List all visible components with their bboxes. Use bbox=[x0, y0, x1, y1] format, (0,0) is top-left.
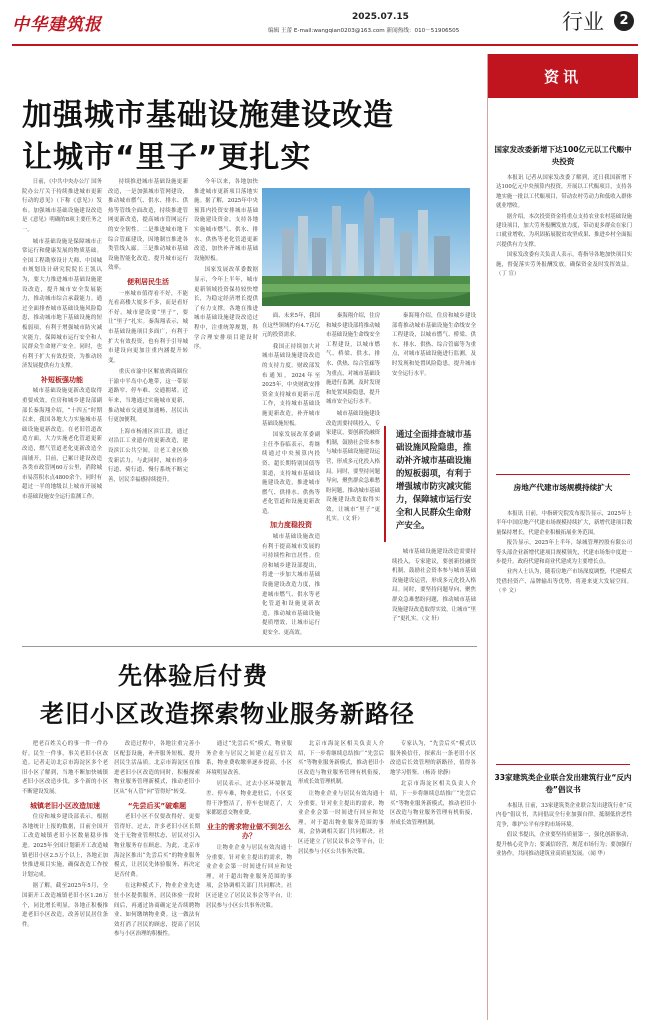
article2-column-5 bbox=[390, 740, 476, 1016]
skyline-illustration bbox=[262, 188, 470, 306]
issue-date: 2025.07.15 bbox=[352, 12, 409, 22]
paragraph: 今年以来，各地加快推进城市更新项目落地实施。据了解，2025年中央预算内投资安排城市基础设施建设资金，支持各地实施城市燃气、供水、排水、供热等老化管道更新改造，加快补齐城市基础设施短板。 bbox=[194, 179, 258, 262]
pull-quote-rule bbox=[384, 426, 386, 542]
paragraph: 居民表示，过去小区环境脏乱差、停车难，物业进驻后，小区变得干净整洁了，停车也规范了，大家都愿意交物业费。 bbox=[206, 781, 292, 817]
article2-column-3 bbox=[206, 740, 292, 1016]
article1-column-4 bbox=[262, 312, 320, 636]
masthead bbox=[12, 8, 638, 42]
paragraph: 据了解，截至2025年5月，全国新开工改造城镇老旧小区1.26万个，同比增长明显，各地正积极推进老旧小区改造，改善居民居住条件。 bbox=[22, 883, 108, 928]
paragraph: 业内人士认为，随着房地产市场深度调整，代建模式凭借轻资产、品牌输出等优势，将迎来更大发展空间。（辛 文） bbox=[496, 569, 632, 595]
article1-column-7 bbox=[392, 548, 476, 636]
paragraph: 城市基础设施改造有利于提高城市发展的可持续性和宜居性。住房和城乡建设部提出，将进一步加大城市基础设施建设改造力度，推进城市燃气、供水等老化管道和设施更新改造，推动城市基础设施提质增效，让城市运行更安全、更高效。 bbox=[262, 534, 320, 636]
article1-subheading-2: 便利居民生活 bbox=[127, 277, 169, 286]
article2-subheading-2: “先尝后买”破难题 bbox=[127, 801, 187, 810]
newspaper-logo: 中华建筑报 bbox=[12, 15, 102, 35]
paragraph: 城市基础设施是保障城市正常运行和健康发展的物质基础。全国工程勘察设计大师、中国城市规划设计研究院院长王凯认为，要大力推进城市基础设施建设改造，提升城市安全发展能力，推动城市综合承载能力。通过全面排查城市基础设施风险隐患，推动城市地下基础设施的短板弱项，有利于增强城市防灾减灾能力，保障城市运行安全和人民群众生命财产安全。同时，也有利于扩大有效投资，为推动经济发展提供有力支撑。 bbox=[22, 238, 102, 370]
paragraph: 北京市海淀区相关负责人介绍，下一步将继续总结推广“先尝后买”等物业服务新模式，推动老旧小区改造与物业服务管理有机衔接，形成长效管理机制。 bbox=[298, 741, 384, 786]
article1-column-3 bbox=[194, 178, 258, 636]
paragraph: 国家发展改革委副主任李春临表示，将继续通过中央预算内投资、超长期特别国债等渠道，支持城市基础设施建设改造，推进城市燃气、供排水、供热等老化管道和设施更新改造。 bbox=[262, 432, 320, 515]
paragraph: 北京市海淀区相关负责人介绍，下一步将继续总结推广“先尝后买”等物业服务新模式，推动老旧小区改造与物业服务管理有机衔接，形成长效管理机制。 bbox=[390, 781, 476, 826]
news2-title: 房地产代建市场规模持续扩大 bbox=[513, 483, 613, 492]
paragraph: 改造过程中，各地注重完善小区配套设施，补齐服务短板，提升居民生活品质。北京市海淀区在推进老旧小区改造的同时，积极探索物业服务管理新模式，推动老旧小区从“有人管”向“管得好”转变。 bbox=[114, 741, 200, 795]
news-sidebar bbox=[487, 54, 638, 1020]
paragraph: 我国正持续加大对城市基础设施建设改造的支持力度。财政部发布通知，2024年至2025年，中央财政安排资金支持城市更新示范工作，支持城市基础设施更新改造，补齐城市基础设施短板。 bbox=[262, 343, 320, 427]
paragraph: 持续推进城市基础设施更新改造，一是加强城市管网建设，推动城市燃气、供水、排水、供热等管线全面改造，持续推进管网更新改造，提高城市管网运行的安全韧性。二是推进城市地下综合管廊建设，因地制宜推进各类管线入廊。三是推动城市基础设施智能化改造，提升城市运行效率。 bbox=[108, 179, 188, 272]
page-number-badge: 2 bbox=[614, 11, 634, 31]
paragraph: 报告显示，2025年上半年，绿城管理控股有限公司等头部企业新增代建项目规模领先，代建市场集中度进一步提升。政府代建和商业代建成为主要增长点。 bbox=[496, 540, 632, 566]
article1-column-5 bbox=[326, 312, 380, 636]
news3-title: 33家建筑类企业联合发出建筑行业“反内卷”倡议书 bbox=[494, 773, 632, 794]
news2-body bbox=[496, 510, 632, 760]
article1-headline-line2: 让城市“里子”更扎实 bbox=[22, 140, 312, 175]
paragraph: 把老百姓关心的事一件一件办好。民生一件事，事关老旧小区改造。记者走访北京市海淀区多个老旧小区了解到，当地不断加快城镇老旧小区改造步伐，多个新的小区不断建设发展。 bbox=[22, 741, 108, 795]
paragraph: 让物业企业与居民有效沟通十分重要。针对业主提出的需求，物业企业会第一时间进行回应和处理，对于超出物业服务范围的事项，会协调相关部门共同解决。社区还建立了居民议事会等平台，让居民参与小区公共事务决策。 bbox=[298, 790, 384, 855]
paragraph: 城市基础设施建设改造需要持续投入，专家建议，要创新投融资机制，鼓励社会资本参与城市基础设施建设运营，形成多元化投入格局。同时，要坚持问题导向，聚焦群众急难愁盼问题，推动城市基础设施建设改造取得实效，让城市“里子”更扎实。（文 轩） bbox=[326, 410, 380, 523]
paragraph: 国家发展改革委数据显示，今年上半年，城市更新领域投资保持较快增长，为稳定经济增长提供了有力支撑。各地在推进城市基础设施建设改造过程中，注重统筹规划，科学合理安排项目建设时序。 bbox=[194, 267, 258, 351]
pull-quote: 通过全面排查城市基础设施风险隐患，推动补齐城市基础设施的短板弱项，有利于增强城市防灾减灾能力，保障城市运行安全和人民群众生命财产安全。 bbox=[396, 429, 472, 530]
article2-headline-line1: 先体验后付费 bbox=[118, 662, 268, 690]
paragraph: 城市基础设施建设改造需要持续投入，专家建议，要创新投融资机制，鼓励社会资本参与城市基础设施建设运营，形成多元化投入格局。同时，要坚持问题导向，聚焦群众急难愁盼问题，推动城市基础设施建设改造取得实效，让城市“里子”更扎实。（文 轩） bbox=[392, 549, 476, 623]
article2-column-4 bbox=[298, 740, 384, 1016]
article1-column-2 bbox=[108, 178, 188, 636]
paragraph: 在这种模式下，物业企业先进驻小区提供服务，居民体验一段时间后，再通过协商确定是否续聘物业、如何缴纳物业费。这一做法有效打消了居民的顾虑，提高了居民参与小区治理的积极性。 bbox=[114, 883, 200, 938]
paragraph: 日前，《中共中央办公厅 国务院办公厅关于持续推进城市更新行动的意见》（下称《意见》）发布。加强城市基础设施建设改造是《意见》明确的8项主要任务之一。 bbox=[22, 179, 102, 233]
paragraph: 倡议书提出，企业要坚持质量第一，强化创新驱动，提升核心竞争力；要诚信经营，规范市场行为；要加强行业协作，共同推动建筑业高质量发展。（闻 华） bbox=[496, 832, 632, 858]
article2-headline-line2: 老旧小区改造探索物业服务新路径 bbox=[40, 700, 415, 728]
paragraph: 老旧小区不仅要改得好，更要管得好。过去，许多老旧小区长期处于无物业管理状态，居民对引入物业服务存在顾虑。为此，北京市海淀区推出“先尝后买”的物业服务模式，让居民先体验服务、再决定是否付费。 bbox=[114, 814, 200, 878]
paragraph: 一座城市值得看不好，不能光看高楼大厦多不多，而是看好不好。城市建设要“里子”，要让“里子”扎实。秦海翔表示，城市基础设施项目多面广，有利于扩大有效投资，也有利于引导城市建设向更加注重内涵提升转变。 bbox=[108, 290, 188, 364]
paragraph: 重庆市渝中区解放碑商圈位于渝中半岛中心地带，这一带原道路窄、停车难、交通拥堵。近年来，当地通过实施城市更新，推动城市交通更加通畅，居民出行更加便利。 bbox=[108, 369, 188, 424]
article1-headline-line1: 加强城市基础设施建设改造 bbox=[22, 98, 394, 133]
paragraph: 秦海翔介绍，住房和城乡建设部将推动城市基础设施生命线安全工程建设，以城市燃气、桥梁、供水、排水、供热、综合管廊等为重点，对城市基础设施进行监测，及时发现和处置风险隐患，提升城市安全运行水平。 bbox=[392, 313, 476, 377]
paragraph: 本报讯 记者从国家发改委了解到，近日我国新增下达100亿元中央预算内投资，开展以工代赈项目，支持各地实施一批以工代赈项目，带动农村劳动力和低收入群体就业增收。 bbox=[496, 175, 632, 210]
city-skyline-photo bbox=[262, 188, 470, 306]
paragraph: 让物业企业与居民有效沟通十分重要。针对业主提出的需求，物业企业会第一时间进行回应和处理，对于超出物业服务范围的事项，会协调相关部门共同解决。社区还建立了居民议事会等平台，让居民参与小区公共事务决策。 bbox=[206, 844, 292, 909]
paragraph: 本报讯 日前，中指研究院发布报告显示，2025年上半年中国房地产代建市场规模持续扩大，新增代建项目数量保持增长，代建企业积极拓展业务范围。 bbox=[496, 511, 632, 536]
article1-subheading-1: 补短板强功能 bbox=[41, 375, 83, 384]
article2-subheading-1: 城镇老旧小区改造加速 bbox=[30, 801, 100, 810]
paragraph: 本报讯 日前，33家建筑类企业联合发出建筑行业“反内卷”倡议书，共同倡议全行业加强自律，抵制低价恶性竞争，维护公平有序的市场环境。 bbox=[496, 803, 632, 828]
paragraph: 城市基础设施更新改造取得重要成效。住房和城乡建设部副部长秦海翔介绍，“十四五”时期以来，我国各地大力实施城市基础设施更新改造。在老旧管道改造方面，大力实施老化管道更新改造，燃气管道老化更新改造全面铺开，目前，已累计建设改造各类市政管网60万公里，消除城市易涝积水点4800余个，同时有超过一半的地级以上城市开展城市基础设施安全运行监测工作。 bbox=[22, 388, 102, 500]
article2-column-2 bbox=[114, 740, 200, 1016]
paragraph: 住房和城乡建设部表示，根据各地统计上报的数据，目前全国开工改造城镇老旧小区数量稳步推进。2025年全国计划新开工改造城镇老旧小区2.5万个以上，各地正加快推进项目实施，确保改造工作按计划完成。 bbox=[22, 814, 108, 878]
editor-line: 编辑 王蕾 E-mail:wangqian0203@163.com 新闻热线：010－51906505 bbox=[268, 28, 460, 34]
article-divider bbox=[22, 646, 477, 647]
paragraph: 国家发改委有关负责人表示，将指导各地加快项目实施，督促落实劳务报酬发放，确保资金及时发挥效益。（丁 宣） bbox=[496, 252, 632, 278]
article2-column-1 bbox=[22, 740, 108, 1016]
news1-body bbox=[496, 174, 632, 468]
paragraph: 秦海翔介绍，住房和城乡建设部将推动城市基础设施生命线安全工程建设，以城市燃气、桥梁、供水、排水、供热、综合管廊等为重点，对城市基础设施进行监测，及时发现和处置风险隐患，提升城市安全运行水平。 bbox=[326, 313, 380, 406]
paragraph: 通过“先尝后买”模式，物业服务企业与居民之间建立起互信关系，物业费收缴率逐步提高，小区环境明显改善。 bbox=[206, 741, 292, 776]
sidebar-divider bbox=[496, 764, 630, 765]
header-rule bbox=[12, 44, 638, 46]
article1-subheading-3: 加力度稳投资 bbox=[270, 521, 312, 530]
news3-body bbox=[496, 802, 632, 1016]
sidebar-header bbox=[488, 54, 638, 98]
paragraph: 上海市杨浦区滨江段，通过对沿江工业遗存的更新改造，建设滨江公共空间，让老工业区焕发新活力。与此同时，城市的步行道、骑行道、慢行系统不断完善，居民幸福感持续提升。 bbox=[108, 428, 188, 483]
sidebar-divider bbox=[496, 474, 630, 475]
sidebar-title: 资讯 bbox=[543, 68, 582, 86]
paragraph: 据介绍，本次投资资金将重点支持农业农村基础设施建设项目，加大劳务报酬发放力度，带动更多群众在家门口就业增收，为巩固拓展脱贫攻坚成果、推进乡村全面振兴提供有力支撑。 bbox=[496, 213, 632, 248]
news1-title: 国家发改委新增下达100亿元以工代赈中央投资 bbox=[494, 145, 632, 166]
paragraph: 专家认为，“先尝后买”模式以服务换信任，探索出一条老旧小区改造后长效管理的新路径，值得各地学习借鉴。（杨涛 徐静） bbox=[390, 741, 476, 776]
paragraph: 面、未来5年，我国在这些领域约有4.7万亿元的投资需求。 bbox=[262, 313, 320, 339]
article1-column-6 bbox=[392, 312, 476, 422]
article2-subheading-3: 业主的需求物业做不到怎么办？ bbox=[207, 822, 291, 841]
article1-column-1 bbox=[22, 178, 102, 636]
section-title: 行业 bbox=[562, 10, 604, 34]
